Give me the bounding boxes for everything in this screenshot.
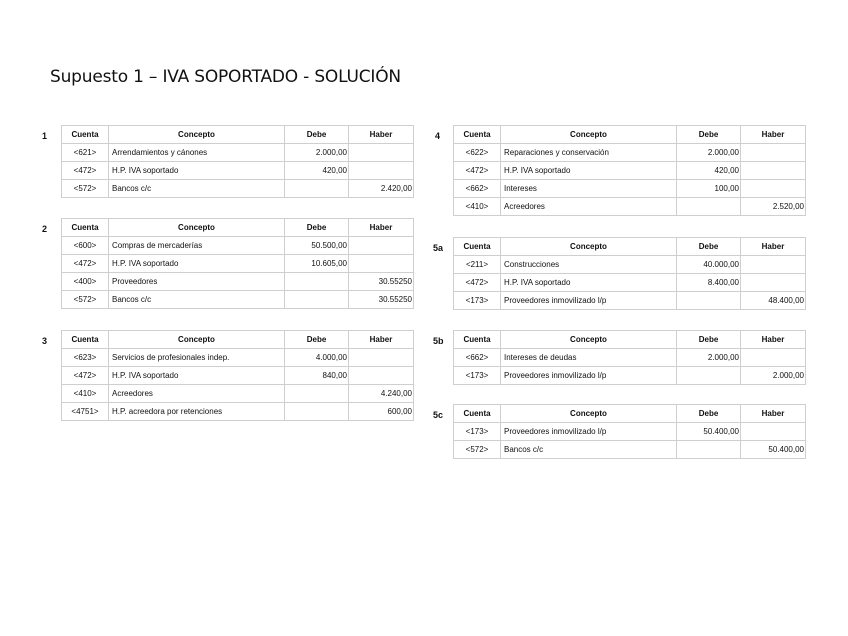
- table-row: [62, 349, 414, 367]
- cell-cuenta: <623>: [62, 349, 109, 367]
- journal-entry-table: [453, 404, 806, 459]
- journal-entry-table: [61, 218, 414, 309]
- table-row: [454, 423, 806, 441]
- journal-entry-table: [61, 330, 414, 421]
- cell-concepto: Intereses de deudas: [501, 349, 677, 367]
- header-haber: Haber: [349, 331, 414, 349]
- entry-number: 4: [435, 131, 441, 141]
- cell-cuenta: <472>: [62, 367, 109, 385]
- cell-debe: [677, 292, 741, 310]
- header-concepto: Concepto: [109, 126, 285, 144]
- table-row: [454, 441, 806, 459]
- header-row: [454, 405, 806, 423]
- header-cuenta: Cuenta: [62, 219, 109, 237]
- journal-entry-table: [453, 237, 806, 310]
- cell-cuenta: <211>: [454, 256, 501, 274]
- cell-debe: 4.000,00: [285, 349, 349, 367]
- cell-concepto: H.P. IVA soportado: [501, 274, 677, 292]
- cell-concepto: Reparaciones y conservación: [501, 144, 677, 162]
- header-debe: Debe: [285, 126, 349, 144]
- cell-concepto: H.P. IVA soportado: [109, 255, 285, 273]
- cell-haber: 2.520,00: [741, 198, 806, 216]
- table-row: [62, 255, 414, 273]
- cell-haber: [741, 274, 806, 292]
- cell-cuenta: <621>: [62, 144, 109, 162]
- header-row: [454, 331, 806, 349]
- page-title: Supuesto 1 – IVA SOPORTADO - SOLUCIÓN: [50, 67, 401, 87]
- header-concepto: Concepto: [501, 405, 677, 423]
- table-row: [62, 273, 414, 291]
- cell-debe: [677, 367, 741, 385]
- header-debe: Debe: [285, 219, 349, 237]
- header-haber: Haber: [741, 238, 806, 256]
- cell-concepto: H.P. IVA soportado: [109, 367, 285, 385]
- entry-number: 1: [42, 131, 48, 141]
- cell-cuenta: <472>: [62, 255, 109, 273]
- entry-number: 5a: [433, 243, 444, 253]
- entry-number: 2: [42, 224, 48, 234]
- cell-concepto: Proveedores inmovilizado l/p: [501, 292, 677, 310]
- cell-haber: 48.400,00: [741, 292, 806, 310]
- table-row: [454, 162, 806, 180]
- header-cuenta: Cuenta: [454, 126, 501, 144]
- cell-concepto: Bancos c/c: [501, 441, 677, 459]
- cell-concepto: Acreedores: [109, 385, 285, 403]
- header-debe: Debe: [677, 331, 741, 349]
- table-row: [454, 292, 806, 310]
- cell-haber: [349, 255, 414, 273]
- cell-debe: [285, 180, 349, 198]
- table-row: [62, 291, 414, 309]
- cell-debe: [677, 441, 741, 459]
- cell-debe: 420,00: [677, 162, 741, 180]
- cell-concepto: Servicios de profesionales indep.: [109, 349, 285, 367]
- cell-haber: 50.400,00: [741, 441, 806, 459]
- header-concepto: Concepto: [501, 331, 677, 349]
- cell-haber: 600,00: [349, 403, 414, 421]
- cell-cuenta: <410>: [62, 385, 109, 403]
- table-row: [454, 349, 806, 367]
- entry-number: 5c: [433, 410, 444, 420]
- cell-cuenta: <173>: [454, 423, 501, 441]
- cell-haber: [349, 349, 414, 367]
- cell-cuenta: <472>: [62, 162, 109, 180]
- cell-haber: [349, 144, 414, 162]
- table-row: [62, 367, 414, 385]
- cell-concepto: Proveedores inmovilizado l/p: [501, 367, 677, 385]
- table-row: [62, 403, 414, 421]
- header-cuenta: Cuenta: [454, 238, 501, 256]
- cell-haber: [741, 162, 806, 180]
- table-row: [454, 144, 806, 162]
- cell-debe: 100,00: [677, 180, 741, 198]
- journal-entry-table: [453, 125, 806, 216]
- header-debe: Debe: [285, 331, 349, 349]
- entry-number: 3: [42, 336, 48, 346]
- cell-concepto: H.P. acreedora por retenciones: [109, 403, 285, 421]
- cell-debe: [285, 385, 349, 403]
- cell-concepto: Arrendamientos y cánones: [109, 144, 285, 162]
- cell-debe: 2.000,00: [677, 349, 741, 367]
- cell-haber: 30.55250: [349, 291, 414, 309]
- table-row: [454, 198, 806, 216]
- cell-debe: 420,00: [285, 162, 349, 180]
- cell-debe: 840,00: [285, 367, 349, 385]
- cell-concepto: Compras de mercaderías: [109, 237, 285, 255]
- cell-haber: [741, 180, 806, 198]
- journal-entry-table: [61, 125, 414, 198]
- header-row: [62, 126, 414, 144]
- cell-debe: 2.000,00: [285, 144, 349, 162]
- cell-debe: [285, 273, 349, 291]
- cell-concepto: Intereses: [501, 180, 677, 198]
- cell-cuenta: <572>: [454, 441, 501, 459]
- cell-debe: 40.000,00: [677, 256, 741, 274]
- header-row: [454, 238, 806, 256]
- cell-concepto: Proveedores: [109, 273, 285, 291]
- header-haber: Haber: [349, 219, 414, 237]
- cell-haber: 2.000,00: [741, 367, 806, 385]
- header-haber: Haber: [349, 126, 414, 144]
- header-debe: Debe: [677, 238, 741, 256]
- cell-debe: [677, 198, 741, 216]
- cell-haber: [741, 256, 806, 274]
- cell-cuenta: <572>: [62, 180, 109, 198]
- cell-cuenta: <600>: [62, 237, 109, 255]
- header-cuenta: Cuenta: [62, 331, 109, 349]
- table-row: [62, 237, 414, 255]
- cell-cuenta: <472>: [454, 162, 501, 180]
- cell-cuenta: <400>: [62, 273, 109, 291]
- table-row: [454, 274, 806, 292]
- header-haber: Haber: [741, 331, 806, 349]
- header-concepto: Concepto: [109, 331, 285, 349]
- cell-cuenta: <4751>: [62, 403, 109, 421]
- header-haber: Haber: [741, 126, 806, 144]
- cell-cuenta: <622>: [454, 144, 501, 162]
- cell-haber: 2.420,00: [349, 180, 414, 198]
- entry-number: 5b: [433, 336, 444, 346]
- header-debe: Debe: [677, 405, 741, 423]
- header-cuenta: Cuenta: [62, 126, 109, 144]
- cell-concepto: Bancos c/c: [109, 291, 285, 309]
- cell-concepto: H.P. IVA soportado: [501, 162, 677, 180]
- table-row: [454, 256, 806, 274]
- cell-cuenta: <662>: [454, 349, 501, 367]
- header-cuenta: Cuenta: [454, 331, 501, 349]
- cell-concepto: Bancos c/c: [109, 180, 285, 198]
- header-debe: Debe: [677, 126, 741, 144]
- table-row: [62, 144, 414, 162]
- cell-concepto: Construcciones: [501, 256, 677, 274]
- cell-debe: 50.500,00: [285, 237, 349, 255]
- cell-debe: [285, 403, 349, 421]
- header-row: [62, 219, 414, 237]
- header-cuenta: Cuenta: [454, 405, 501, 423]
- cell-debe: 50.400,00: [677, 423, 741, 441]
- cell-debe: [285, 291, 349, 309]
- cell-haber: [349, 237, 414, 255]
- table-row: [454, 367, 806, 385]
- cell-concepto: H.P. IVA soportado: [109, 162, 285, 180]
- table-row: [62, 385, 414, 403]
- table-row: [62, 180, 414, 198]
- cell-cuenta: <472>: [454, 274, 501, 292]
- header-row: [62, 331, 414, 349]
- cell-cuenta: <662>: [454, 180, 501, 198]
- table-row: [62, 162, 414, 180]
- cell-concepto: Acreedores: [501, 198, 677, 216]
- header-row: [454, 126, 806, 144]
- header-concepto: Concepto: [501, 126, 677, 144]
- cell-cuenta: <410>: [454, 198, 501, 216]
- cell-cuenta: <572>: [62, 291, 109, 309]
- table-row: [454, 180, 806, 198]
- header-concepto: Concepto: [109, 219, 285, 237]
- cell-debe: 10.605,00: [285, 255, 349, 273]
- cell-cuenta: <173>: [454, 367, 501, 385]
- header-concepto: Concepto: [501, 238, 677, 256]
- cell-haber: 30.55250: [349, 273, 414, 291]
- cell-concepto: Proveedores inmovilizado l/p: [501, 423, 677, 441]
- cell-debe: 2.000,00: [677, 144, 741, 162]
- header-haber: Haber: [741, 405, 806, 423]
- cell-haber: [349, 162, 414, 180]
- cell-cuenta: <173>: [454, 292, 501, 310]
- cell-haber: 4.240,00: [349, 385, 414, 403]
- cell-haber: [349, 367, 414, 385]
- cell-haber: [741, 349, 806, 367]
- journal-entry-table: [453, 330, 806, 385]
- cell-debe: 8.400,00: [677, 274, 741, 292]
- cell-haber: [741, 144, 806, 162]
- cell-haber: [741, 423, 806, 441]
